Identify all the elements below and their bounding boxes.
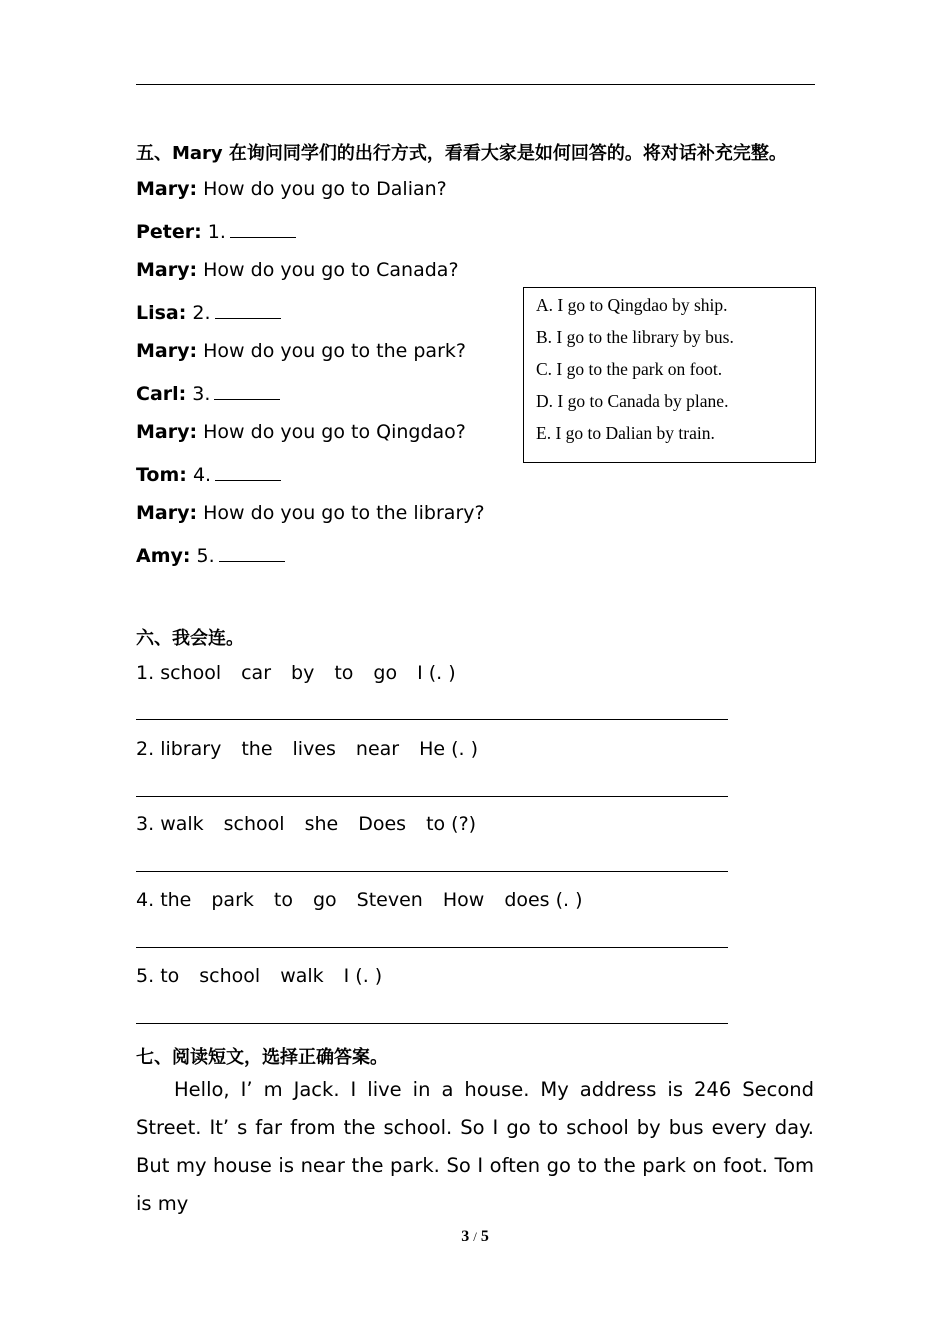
answer-blank[interactable] — [215, 462, 281, 481]
section-5-title: 五、Mary 在询问同学们的出行方式，看看大家是如何回答的。将对话补充完整。 — [136, 143, 787, 164]
scramble-question-1 — [136, 662, 456, 684]
word: Does — [358, 813, 407, 835]
speaker: Carl: — [136, 383, 187, 405]
word: school — [223, 813, 285, 835]
line-text: 2. — [192, 302, 211, 324]
answer-blank[interactable] — [230, 219, 296, 238]
word: by — [291, 662, 315, 684]
question-number: 3. — [136, 813, 155, 835]
header-rule — [136, 84, 815, 85]
word: the — [160, 889, 192, 911]
answer-line[interactable] — [136, 796, 728, 797]
speaker: Lisa: — [136, 302, 187, 324]
answer-line[interactable] — [136, 871, 728, 872]
scramble-question-3 — [136, 813, 476, 835]
speaker: Mary: — [136, 340, 198, 362]
page-separator: / — [473, 1229, 477, 1244]
passage-text: Hello, I’ m Jack. I live in a house. My address is 246 Second Street. It’ s far from the school. So I go to school by bus every day. But my house is near the park. So I often go to the park on foot. Tom is my — [136, 1078, 814, 1215]
word: He (. ) — [419, 738, 479, 760]
line-text: How do you go to the library? — [203, 502, 485, 524]
dialogue-line — [136, 381, 280, 405]
word: to — [334, 662, 354, 684]
word: lives — [292, 738, 336, 760]
word: the — [241, 738, 273, 760]
word: park — [211, 889, 254, 911]
section-6-title: 六、我会连。 — [136, 628, 244, 649]
line-text: 1. — [207, 221, 226, 243]
dialogue-line — [136, 502, 485, 524]
section-7-title: 七、阅读短文，选择正确答案。 — [136, 1047, 388, 1068]
option-c: C. I go to the park on foot. — [536, 359, 723, 379]
speaker: Mary: — [136, 502, 198, 524]
word: does (. ) — [504, 889, 583, 911]
line-text: How do you go to Qingdao? — [203, 421, 466, 443]
option-b: B. I go to the library by bus. — [536, 327, 734, 347]
word: go — [373, 662, 398, 684]
word: I (. ) — [343, 965, 383, 987]
word: she — [304, 813, 339, 835]
option-d: D. I go to Canada by plane. — [536, 391, 729, 411]
word: school — [199, 965, 261, 987]
line-text: How do you go to the park? — [203, 340, 466, 362]
dialogue-line — [136, 543, 285, 567]
dialogue-line — [136, 300, 281, 324]
line-text: How do you go to Dalian? — [203, 178, 447, 200]
answer-blank[interactable] — [219, 543, 285, 562]
word: car — [241, 662, 272, 684]
scramble-question-5 — [136, 965, 382, 987]
question-number: 5. — [136, 965, 155, 987]
word: school — [160, 662, 222, 684]
answer-line[interactable] — [136, 947, 728, 948]
dialogue-line — [136, 219, 296, 243]
scramble-question-4 — [136, 889, 583, 911]
word: How — [442, 889, 485, 911]
word: walk — [280, 965, 324, 987]
line-text: 3. — [192, 383, 211, 405]
speaker: Mary: — [136, 421, 198, 443]
speaker: Mary: — [136, 259, 198, 281]
line-text: How do you go to Canada? — [203, 259, 459, 281]
word: Steven — [356, 889, 423, 911]
word: to — [160, 965, 180, 987]
word: go — [312, 889, 337, 911]
answer-line[interactable] — [136, 1023, 728, 1024]
answer-line[interactable] — [136, 719, 728, 720]
question-number: 4. — [136, 889, 155, 911]
question-number: 1. — [136, 662, 155, 684]
speaker: Mary: — [136, 178, 198, 200]
word: near — [355, 738, 400, 760]
speaker: Tom: — [136, 464, 187, 486]
reading-passage — [136, 1071, 814, 1223]
answer-blank[interactable] — [214, 381, 280, 400]
speaker: Peter: — [136, 221, 202, 243]
dialogue-line — [136, 421, 466, 443]
word: to — [273, 889, 293, 911]
line-text: 5. — [196, 545, 215, 567]
dialogue-line — [136, 178, 447, 200]
option-a: A. I go to Qingdao by ship. — [536, 295, 728, 315]
dialogue-line — [136, 340, 466, 362]
current-page: 3 — [461, 1228, 470, 1245]
line-text: 4. — [192, 464, 212, 486]
answer-blank[interactable] — [215, 300, 281, 319]
page-number — [0, 1228, 950, 1246]
question-number: 2. — [136, 738, 155, 760]
dialogue-line — [136, 259, 459, 281]
option-e: E. I go to Dalian by train. — [536, 423, 715, 443]
dialogue-line — [136, 462, 281, 486]
total-pages: 5 — [480, 1228, 489, 1245]
word: walk — [160, 813, 204, 835]
word: I (. ) — [417, 662, 456, 684]
speaker: Amy: — [136, 545, 191, 567]
options-box — [523, 287, 816, 463]
scramble-question-2 — [136, 738, 478, 760]
word: library — [160, 738, 222, 760]
word: to (?) — [426, 813, 477, 835]
